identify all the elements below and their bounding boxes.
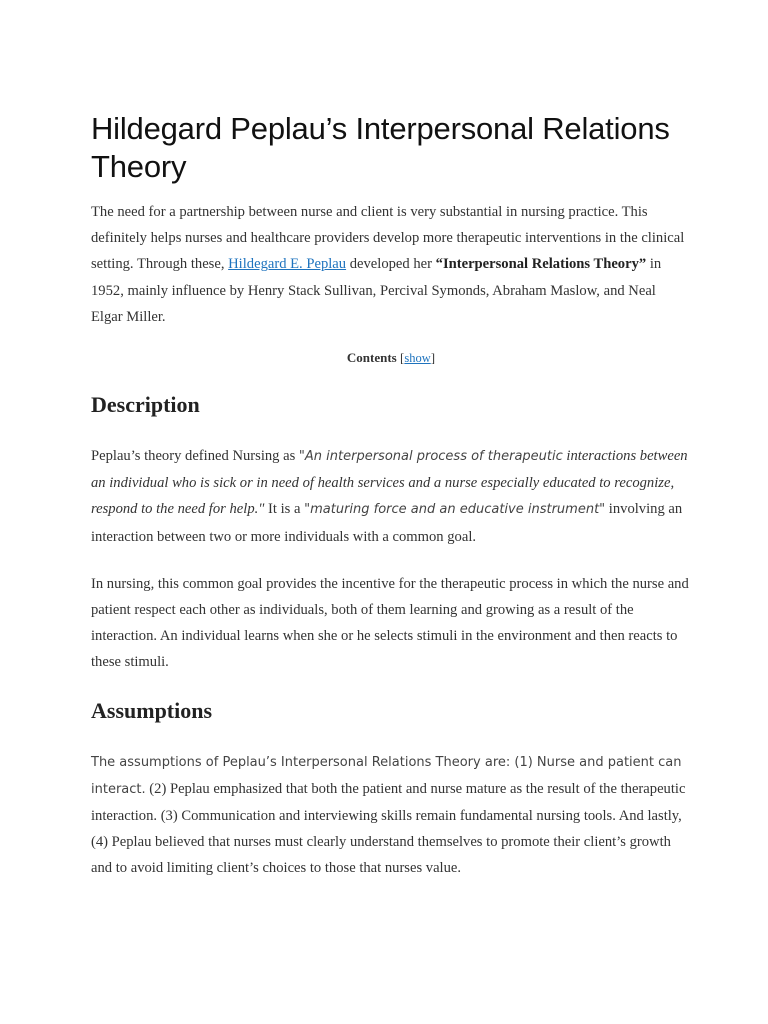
description-paragraph-1	[91, 443, 691, 550]
description-heading: Description	[91, 392, 200, 418]
peplau-link[interactable]: Hildegard E. Peplau	[228, 256, 347, 273]
contents-close-bracket: ]	[430, 350, 436, 366]
assumptions-heading: Assumptions	[91, 697, 213, 723]
intro-paragraph	[91, 199, 691, 330]
contents-label: Contents	[346, 350, 397, 366]
description-quote-a: "An interpersonal process of therapeutic	[298, 449, 563, 465]
description-quote-c: "maturing force and an educative instrument"	[304, 502, 606, 518]
article	[91, 110, 691, 903]
description-quote-b: interactions between an individual who is sick or in need of health services and a nurse especially educated to recognize, respond to the need for help."	[91, 448, 688, 518]
assumptions-text-b: (2) Peplau emphasized that both the patient and nurse mature as the result of the therapeutic interaction. (3) Communication and interviewing skills remain fundamental nursing tools. And lastly, (4) Peplau believed that nurses must clearly understand themselves to promote their client’s growth and to avoid limiting client’s choices to those that nurses value.	[91, 780, 686, 877]
description-end: involving an interaction between two or more individuals with a common goal.	[91, 501, 683, 545]
assumptions-text-a: The assumptions of Peplau’s Interpersonal Relations Theory are: (1) Nurse and patient can interact.	[91, 754, 682, 797]
assumptions-paragraph	[91, 749, 691, 882]
contents-show-toggle[interactable]: show	[404, 351, 431, 366]
intro-text-1: The need for a partnership between nurse and client is very substantial in nursing practice. This definitely helps nurses and healthcare providers develop more therapeutic interventions in the clinical setting. Through these,	[91, 204, 685, 273]
intro-text-3: in 1952, mainly influence by Henry Stack Sullivan, Percival Symonds, Abraham Maslow, and Neal Elgar Miller.	[91, 256, 662, 325]
description-mid: It is a	[264, 501, 305, 518]
table-of-contents	[91, 348, 691, 368]
theory-name-bold: “Interpersonal Relations Theory”	[435, 256, 647, 273]
description-paragraph-2: In nursing, this common goal provides the incentive for the therapeutic process in which the nurse and patient respect each other as individuals, both of them learning and growing as a result of the interaction. An individual learns when she or he selects stimuli in the environment and then reacts to these stimuli.	[91, 575, 689, 671]
page-title: Hildegard Peplau’s Interpersonal Relations Theory	[91, 111, 670, 184]
description-lead: Peplau’s theory defined Nursing as	[91, 448, 299, 465]
intro-text-2: developed her	[346, 256, 436, 273]
contents-open-bracket: [	[396, 350, 405, 366]
